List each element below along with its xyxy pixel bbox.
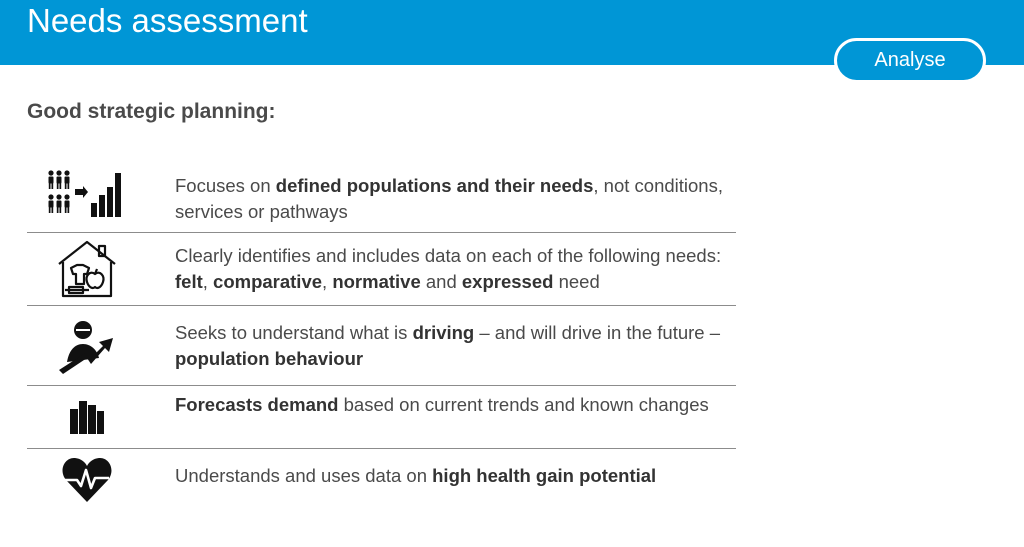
- analyse-stage-button[interactable]: Analyse: [834, 38, 986, 83]
- list-item: [27, 308, 736, 384]
- item-text: Clearly identifies and includes data on each of the following needs: felt, comparative, normative and expressed need: [175, 245, 722, 292]
- section-subtitle: Good strategic planning:: [27, 100, 276, 123]
- population-chart-icon: [27, 168, 147, 218]
- page-title: Needs assessment: [27, 2, 308, 39]
- bar-chart-icon: [27, 396, 147, 436]
- list-item: [27, 235, 736, 305]
- person-trend-icon: [27, 314, 147, 378]
- row-divider: [27, 385, 736, 386]
- item-text: Seeks to understand what is driving – and will drive in the future – population behaviour: [175, 322, 721, 369]
- item-text: Forecasts demand based on current trends and known changes: [175, 394, 709, 415]
- row-divider: [27, 305, 736, 306]
- house-needs-icon: [27, 237, 147, 301]
- row-divider: [27, 448, 736, 449]
- heart-pulse-icon: [27, 455, 147, 505]
- list-item: [27, 451, 736, 509]
- item-text: Understands and uses data on high health gain potential: [175, 465, 657, 486]
- list-item: [27, 388, 736, 446]
- item-text: Focuses on defined populations and their needs, not conditions, services or pathways: [175, 175, 723, 222]
- list-item: [27, 168, 736, 228]
- row-divider: [27, 232, 736, 233]
